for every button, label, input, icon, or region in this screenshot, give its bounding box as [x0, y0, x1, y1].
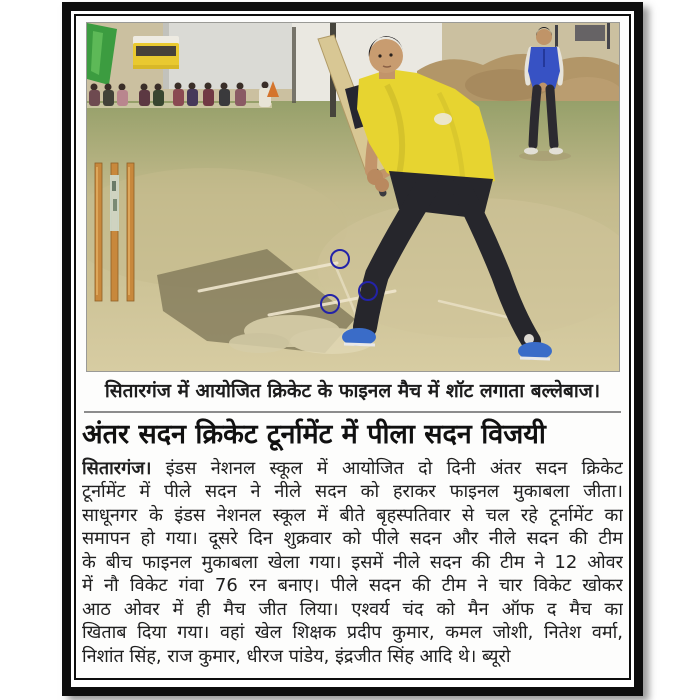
article-line: के बीच फाइनल मुकाबला खेला गया। इसमें नीले सदन की टीम ने 12 ओवर: [82, 551, 623, 573]
photo-annotations: [87, 23, 619, 371]
photo-caption: सितारगंज में आयोजित क्रिकेट के फाइनल मैच में शॉट लगाता बल्लेबाज।: [104, 380, 601, 402]
article-line: [82, 457, 623, 481]
article-line-text: इंडस नेशनल स्कूल में आयोजित दो दिनी अंतर सदन क्रिकेट: [151, 457, 623, 479]
annotation-circle: [320, 294, 340, 314]
article-body: [82, 457, 623, 669]
caption-divider: [84, 411, 621, 413]
dateline: सितारगंज।: [82, 457, 152, 479]
annotation-circle: [330, 249, 350, 269]
annotation-circle: [358, 281, 378, 301]
article-line: खिताब दिया गया। वहां खेल शिक्षक प्रदीप कुमार, कमल जोशी, नितेश वर्मा,: [82, 622, 623, 644]
article-line: में नौ विकेट गंवा 76 रन बनाए। पीले सदन की टीम ने चार विकेट खोकर: [82, 575, 623, 597]
clipping-frame: [62, 2, 643, 696]
article-line: निशांत सिंह, राज कुमार, धीरज पांडेय, इंद्रजीत सिंह आदि थे। ब्यूरो: [82, 645, 511, 667]
article-line: साधूनगर के इंडस नेशनल स्कूल में बीते बृहस्पतिवार से चल रहे टूर्नामेंट का: [82, 504, 623, 526]
article-line: समापन हो गया। दूसरे दिन शुक्रवार को पीले सदन और नीले सदन की टीम: [82, 528, 623, 550]
article-line: टूर्नामेंट में पीले सदन ने नीले सदन को हराकर फाइनल मुकाबला जीता।: [82, 481, 623, 503]
article-line: आठ ओवर में ही मैच जीत लिया। एश्वर्य चंद को मैन ऑफ द मैच का: [82, 598, 623, 620]
headline: अंतर सदन क्रिकेट टूर्नामेंट में पीला सदन विजयी: [82, 419, 546, 450]
news-photo: [86, 22, 620, 372]
clipping-inner-frame: [74, 14, 631, 680]
